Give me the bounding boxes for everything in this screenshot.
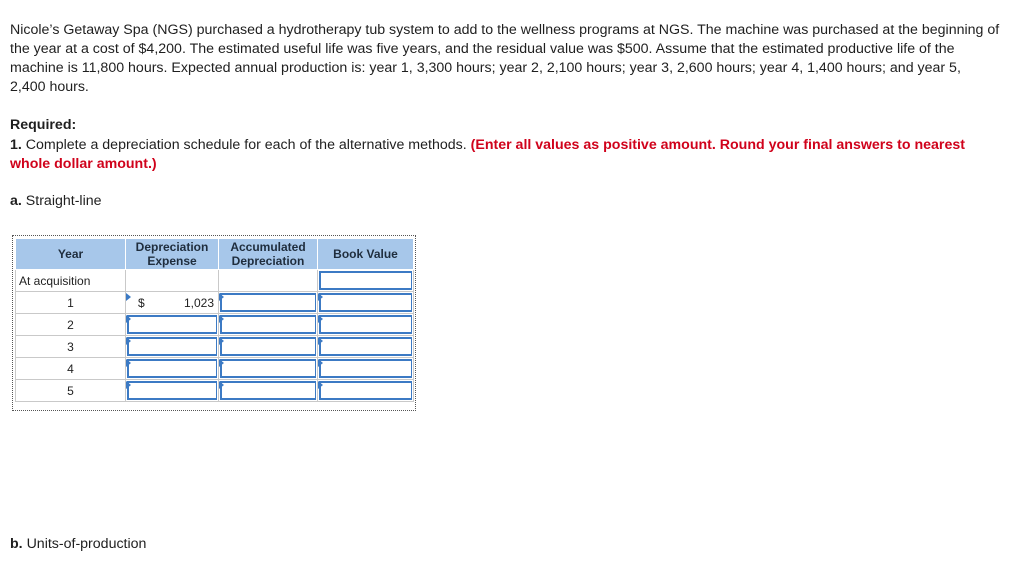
header-dep-line2: Expense <box>147 254 197 268</box>
input-accumulated-year-2[interactable] <box>219 314 318 336</box>
input-marker-icon <box>126 293 131 301</box>
input-marker-icon <box>219 293 224 301</box>
instruction-note: (Enter all values as positive amount. Round your final answers to nearest whole dollar amount.) <box>10 137 965 172</box>
required-heading: Required: <box>10 117 77 133</box>
problem-statement: Nicole’s Getaway Spa (NGS) purchased a hydrotherapy tub system to add to the wellness programs at NGS. The machine was purchased at the beginning of the year at a cost of $4,200. The estimated useful life was five years, and the residual value was $500. Assume that the estimated productive life of the machine is 11,800 hours. Expected annual production is: year 1, 3,300 hours; year 2, 2,100 hours; year 3, 2,600 hours; year 4, 1,400 hours; and year 5, 2,400 hours. <box>10 22 1000 95</box>
input-marker-icon <box>126 381 131 389</box>
section-a-heading <box>10 193 102 209</box>
row-year-label: At acquisition <box>16 270 126 292</box>
input-book-value-year-2[interactable] <box>318 314 414 336</box>
input-marker-icon <box>219 359 224 367</box>
section-a-label: Straight-line <box>25 193 102 209</box>
table-row <box>16 314 414 336</box>
row-year-label: 2 <box>16 314 126 336</box>
cell-value: 1,023 <box>183 296 214 310</box>
table-row <box>16 270 414 292</box>
input-depreciation-year-4[interactable] <box>126 358 219 380</box>
section-b-letter: b. <box>10 536 23 552</box>
row-year-label: 5 <box>16 380 126 402</box>
input-marker-icon <box>318 337 323 345</box>
section-b-heading <box>10 536 146 552</box>
input-marker-icon <box>126 359 131 367</box>
row-year-label: 4 <box>16 358 126 380</box>
section-a-letter: a. <box>10 193 22 209</box>
input-accumulated-year-1[interactable] <box>219 292 318 314</box>
input-accumulated-year-4[interactable] <box>219 358 318 380</box>
input-book-value-year-1[interactable] <box>318 292 414 314</box>
row-year-label: 1 <box>16 292 126 314</box>
input-accumulated-year-5[interactable] <box>219 380 318 402</box>
table-header-row <box>16 239 414 270</box>
section-b-label: Units-of-production <box>26 536 147 552</box>
header-accumulated-depreciation <box>219 239 318 270</box>
currency-symbol: $ <box>138 296 145 310</box>
input-marker-icon <box>318 359 323 367</box>
table-row <box>16 292 414 314</box>
input-marker-icon <box>318 381 323 389</box>
input-marker-icon <box>219 381 224 389</box>
depreciation-schedule-container <box>12 235 416 411</box>
instruction-body: Complete a depreciation schedule for each of the alternative methods. <box>25 137 467 153</box>
header-acc-line1: Accumulated <box>230 240 306 254</box>
instruction-number: 1. <box>10 137 22 153</box>
row-year-label: 3 <box>16 336 126 358</box>
depreciation-schedule-table <box>15 238 414 402</box>
input-book-value-year-3[interactable] <box>318 336 414 358</box>
input-marker-icon <box>219 337 224 345</box>
header-depreciation-expense <box>126 239 219 270</box>
header-book-value: Book Value <box>318 239 414 270</box>
input-book-value-acquisition[interactable] <box>318 270 414 292</box>
input-depreciation-year-3[interactable] <box>126 336 219 358</box>
input-marker-icon <box>126 337 131 345</box>
input-book-value-year-5[interactable] <box>318 380 414 402</box>
header-year: Year <box>16 239 126 270</box>
table-row <box>16 380 414 402</box>
table-row <box>16 336 414 358</box>
header-acc-line2: Depreciation <box>231 254 305 268</box>
input-marker-icon <box>126 315 131 323</box>
input-depreciation-year-2[interactable] <box>126 314 219 336</box>
input-book-value-year-4[interactable] <box>318 358 414 380</box>
header-dep-line1: Depreciation <box>135 240 209 254</box>
input-marker-icon <box>318 293 323 301</box>
input-depreciation-year-5[interactable] <box>126 380 219 402</box>
input-depreciation-year-1[interactable] <box>126 292 219 314</box>
input-marker-icon <box>219 315 224 323</box>
input-accumulated-year-3[interactable] <box>219 336 318 358</box>
table-row <box>16 358 414 380</box>
instruction-text <box>10 136 1000 174</box>
input-marker-icon <box>318 315 323 323</box>
cell-accumulated-blank <box>219 270 318 292</box>
cell-depreciation-blank <box>126 270 219 292</box>
